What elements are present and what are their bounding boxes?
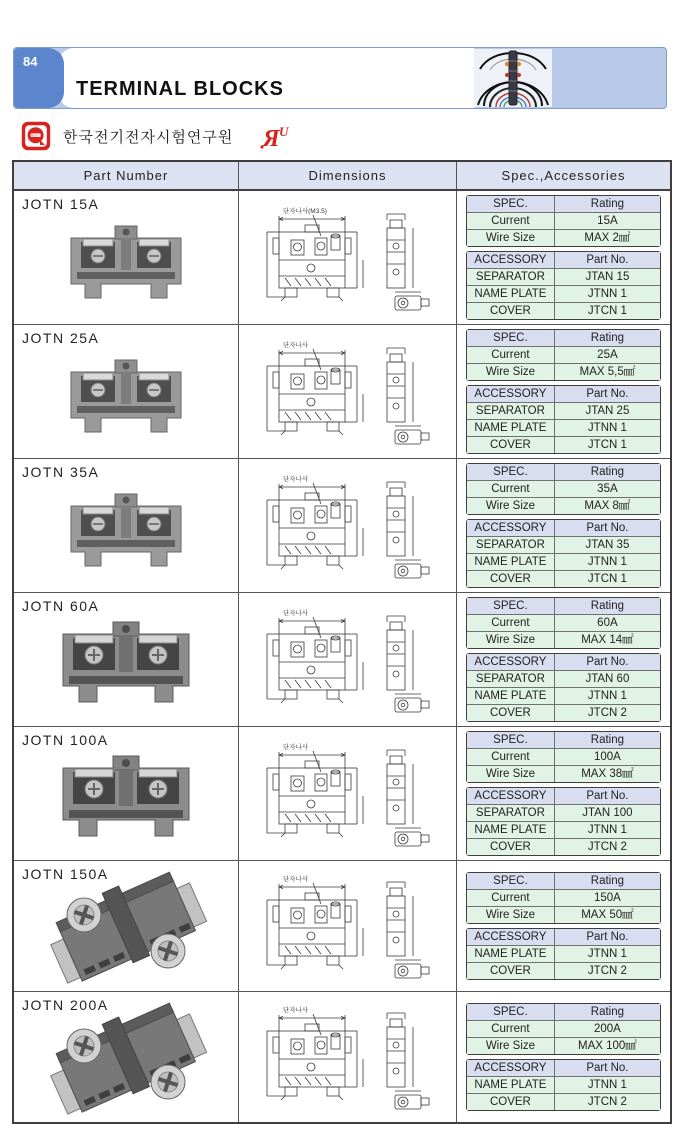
mini-table-data-row bbox=[467, 748, 660, 765]
keti-logo-icon bbox=[21, 121, 51, 151]
mini-table-data-cell: MAX 8㎟ bbox=[554, 498, 660, 514]
mini-table-data-cell: Current bbox=[467, 749, 554, 765]
mini-table-data-row bbox=[467, 553, 660, 570]
part-number-label: JOTN 35A bbox=[22, 464, 100, 480]
mini-table-data-row bbox=[467, 302, 660, 319]
mini-table-data-cell: MAX 38㎟ bbox=[554, 766, 660, 782]
mini-table-data-cell: Current bbox=[467, 213, 554, 229]
dimensions-cell bbox=[238, 861, 456, 991]
mini-table-header-cell: Part No. bbox=[554, 654, 660, 670]
part-number-cell bbox=[14, 593, 238, 726]
mini-table-data-cell: JTCN 1 bbox=[554, 571, 660, 587]
mini-table-data-cell: MAX 50㎟ bbox=[554, 907, 660, 923]
mini-table-header-cell: Part No. bbox=[554, 929, 660, 945]
mini-table-data-row bbox=[467, 631, 660, 648]
mini-table-data-cell: Wire Size bbox=[467, 498, 554, 514]
mini-table-header-cell: SPEC. bbox=[467, 464, 554, 480]
mini-table-data-row bbox=[467, 1037, 660, 1054]
mini-table-header-cell: Part No. bbox=[554, 1060, 660, 1076]
accessory-table bbox=[466, 519, 661, 588]
mini-table-data-cell: JTCN 2 bbox=[554, 1094, 660, 1110]
dimension-drawing bbox=[245, 336, 450, 448]
drawing-annotation: 단자나사 bbox=[283, 743, 309, 751]
accessory-table bbox=[466, 653, 661, 722]
mini-table-data-cell: JTCN 1 bbox=[554, 303, 660, 319]
mini-table-data-cell: 100A bbox=[554, 749, 660, 765]
mini-table-data-row bbox=[467, 480, 660, 497]
spec-accessories-cell bbox=[456, 459, 670, 592]
mini-table-data-cell: 25A bbox=[554, 347, 660, 363]
table-row bbox=[14, 592, 670, 726]
mini-table-data-row bbox=[467, 497, 660, 514]
mini-table-data-cell: JTNN 1 bbox=[554, 286, 660, 302]
dimension-drawing bbox=[245, 470, 450, 582]
certification-lab-name: 한국전기전자시험연구원 bbox=[63, 129, 234, 146]
table-row bbox=[14, 191, 670, 324]
mini-table-data-row bbox=[467, 1020, 660, 1037]
mini-table-header-row bbox=[467, 520, 660, 536]
mini-table-data-row bbox=[467, 838, 660, 855]
part-number-cell bbox=[14, 325, 238, 458]
mini-table-data-cell: MAX 5,5㎟ bbox=[554, 364, 660, 380]
page-title: TERMINAL BLOCKS bbox=[76, 78, 284, 100]
mini-table-header-cell: Rating bbox=[554, 732, 660, 748]
mini-table-data-row bbox=[467, 945, 660, 962]
table-row bbox=[14, 726, 670, 860]
mini-table-header-row bbox=[467, 1004, 660, 1020]
page-number: 84 bbox=[23, 54, 38, 69]
mini-table-header-cell: SPEC. bbox=[467, 1004, 554, 1020]
mini-table-data-row bbox=[467, 363, 660, 380]
mini-table-data-row bbox=[467, 687, 660, 704]
spec-accessories-cell bbox=[456, 861, 670, 991]
mini-table-header-row bbox=[467, 654, 660, 670]
mini-table-header-cell: ACCESSORY bbox=[467, 1060, 554, 1076]
mini-table-data-row bbox=[467, 536, 660, 553]
mini-table-data-row bbox=[467, 670, 660, 687]
table-body bbox=[14, 191, 670, 1122]
mini-table-header-cell: Part No. bbox=[554, 252, 660, 268]
mini-table-data-cell: JTNN 1 bbox=[554, 946, 660, 962]
spec-table bbox=[466, 329, 661, 381]
part-number-cell bbox=[14, 191, 238, 324]
dimension-drawing bbox=[245, 202, 450, 314]
spec-table bbox=[466, 1003, 661, 1055]
spec-accessories-cell bbox=[456, 593, 670, 726]
mini-table-data-cell: JTCN 1 bbox=[554, 437, 660, 453]
drawing-annotation: 단자나사 bbox=[283, 876, 309, 883]
mini-table-data-cell: NAME PLATE bbox=[467, 1077, 554, 1093]
title-area bbox=[58, 48, 474, 108]
mini-table-data-cell: SEPARATOR bbox=[467, 671, 554, 687]
mini-table-header-cell: Rating bbox=[554, 1004, 660, 1020]
mini-table-data-cell: Wire Size bbox=[467, 230, 554, 246]
mini-table-data-cell: COVER bbox=[467, 437, 554, 453]
dimension-drawing bbox=[245, 1001, 450, 1113]
dimensions-cell bbox=[238, 593, 456, 726]
mini-table-data-cell: COVER bbox=[467, 705, 554, 721]
mini-table-header-row bbox=[467, 598, 660, 614]
mini-table-data-row bbox=[467, 570, 660, 587]
mini-table-header-cell: ACCESSORY bbox=[467, 386, 554, 402]
mini-table-data-cell: COVER bbox=[467, 571, 554, 587]
mini-table-header-cell: Part No. bbox=[554, 520, 660, 536]
mini-table-data-row bbox=[467, 765, 660, 782]
svg-text:Я: Я bbox=[263, 126, 280, 152]
mini-table-data-row bbox=[467, 906, 660, 923]
mini-table-data-cell: JTNN 1 bbox=[554, 822, 660, 838]
mini-table-header-row bbox=[467, 732, 660, 748]
mini-table-data-cell: Current bbox=[467, 890, 554, 906]
dimensions-cell bbox=[238, 727, 456, 860]
mini-table-data-cell: JTNN 1 bbox=[554, 688, 660, 704]
drawing-annotation: 단자나사 bbox=[283, 609, 309, 617]
mini-table-data-cell: MAX 100㎟ bbox=[554, 1038, 660, 1054]
mini-table-data-row bbox=[467, 804, 660, 821]
mini-table-data-cell: SEPARATOR bbox=[467, 403, 554, 419]
mini-table-header-cell: Part No. bbox=[554, 386, 660, 402]
mini-table-data-cell: Wire Size bbox=[467, 766, 554, 782]
spec-accessories-cell bbox=[456, 325, 670, 458]
mini-table-header-row bbox=[467, 788, 660, 804]
mini-table-data-row bbox=[467, 704, 660, 721]
mini-table-header-cell: Rating bbox=[554, 330, 660, 346]
mini-table-data-row bbox=[467, 229, 660, 246]
table-header-row bbox=[14, 162, 670, 191]
mini-table-data-row bbox=[467, 614, 660, 631]
column-header-part-number: Part Number bbox=[83, 168, 169, 183]
dimensions-cell bbox=[238, 992, 456, 1122]
mini-table-header-row bbox=[467, 252, 660, 268]
mini-table-data-cell: SEPARATOR bbox=[467, 805, 554, 821]
part-number-label: JOTN 25A bbox=[22, 330, 100, 346]
mini-table-header-cell: Rating bbox=[554, 464, 660, 480]
mini-table-data-row bbox=[467, 821, 660, 838]
part-number-label: JOTN 150A bbox=[22, 866, 109, 882]
mini-table-data-row bbox=[467, 346, 660, 363]
mini-table-header-cell: SPEC. bbox=[467, 196, 554, 212]
ul-recognized-icon bbox=[259, 122, 293, 150]
mini-table-data-row bbox=[467, 436, 660, 453]
part-number-label: JOTN 100A bbox=[22, 732, 109, 748]
mini-table-data-cell: Current bbox=[467, 615, 554, 631]
mini-table-header-row bbox=[467, 330, 660, 346]
mini-table-data-cell: COVER bbox=[467, 963, 554, 979]
mini-table-header-cell: ACCESSORY bbox=[467, 788, 554, 804]
table-row bbox=[14, 991, 670, 1122]
mini-table-data-cell: Wire Size bbox=[467, 364, 554, 380]
mini-table-header-row bbox=[467, 464, 660, 480]
mini-table-header-row bbox=[467, 929, 660, 945]
mini-table-data-cell: Current bbox=[467, 347, 554, 363]
mini-table-header-cell: Part No. bbox=[554, 788, 660, 804]
mini-table-data-row bbox=[467, 962, 660, 979]
mini-table-data-row bbox=[467, 1093, 660, 1110]
page-header-band bbox=[13, 47, 667, 109]
mini-table-data-cell: JTAN 25 bbox=[554, 403, 660, 419]
mini-table-data-cell: Wire Size bbox=[467, 1038, 554, 1054]
mini-table-data-cell: Wire Size bbox=[467, 907, 554, 923]
mini-table-data-cell: JTAN 15 bbox=[554, 269, 660, 285]
mini-table-header-cell: Rating bbox=[554, 598, 660, 614]
part-number-cell bbox=[14, 861, 238, 991]
page-number-badge bbox=[14, 48, 64, 108]
accessory-table bbox=[466, 787, 661, 856]
mini-table-header-cell: Rating bbox=[554, 196, 660, 212]
mini-table-data-cell: COVER bbox=[467, 839, 554, 855]
part-number-cell bbox=[14, 992, 238, 1122]
mini-table-data-cell: JTAN 100 bbox=[554, 805, 660, 821]
mini-table-data-cell: SEPARATOR bbox=[467, 537, 554, 553]
mini-table-header-row bbox=[467, 196, 660, 212]
spec-table bbox=[466, 195, 661, 247]
table-row bbox=[14, 860, 670, 991]
part-number-label: JOTN 200A bbox=[22, 997, 109, 1013]
dimensions-cell bbox=[238, 325, 456, 458]
mini-table-data-cell: JTNN 1 bbox=[554, 420, 660, 436]
accessory-table bbox=[466, 251, 661, 320]
mini-table-header-row bbox=[467, 873, 660, 889]
mini-table-data-cell: JTNN 1 bbox=[554, 554, 660, 570]
mini-table-header-cell: SPEC. bbox=[467, 732, 554, 748]
mini-table-data-cell: NAME PLATE bbox=[467, 822, 554, 838]
mini-table-header-cell: SPEC. bbox=[467, 873, 554, 889]
spec-table bbox=[466, 463, 661, 515]
mini-table-data-cell: 15A bbox=[554, 213, 660, 229]
dimension-drawing bbox=[245, 604, 450, 716]
column-header-dimensions: Dimensions bbox=[238, 162, 456, 189]
mini-table-data-cell: JTCN 2 bbox=[554, 963, 660, 979]
dimensions-cell bbox=[238, 191, 456, 324]
mini-table-data-cell: Wire Size bbox=[467, 632, 554, 648]
mini-table-header-cell: ACCESSORY bbox=[467, 654, 554, 670]
drawing-annotation: 단자나사 bbox=[283, 1007, 309, 1014]
mini-table-data-row bbox=[467, 402, 660, 419]
mini-table-header-cell: SPEC. bbox=[467, 330, 554, 346]
mini-table-data-cell: NAME PLATE bbox=[467, 946, 554, 962]
drawing-annotation: 단자나사 bbox=[283, 475, 309, 483]
spec-table bbox=[466, 731, 661, 783]
part-number-cell bbox=[14, 459, 238, 592]
mini-table-data-cell: COVER bbox=[467, 1094, 554, 1110]
column-header-spec-accessories: Spec.,Accessories bbox=[456, 162, 670, 189]
certification-row bbox=[21, 121, 293, 151]
mini-table-data-cell: JTCN 2 bbox=[554, 839, 660, 855]
mini-table-data-row bbox=[467, 212, 660, 229]
drawing-annotation: 단자나사 bbox=[283, 341, 309, 349]
drawing-annotation: 단자나사(M3.5) bbox=[283, 207, 327, 215]
mini-table-header-row bbox=[467, 386, 660, 402]
mini-table-header-cell: Rating bbox=[554, 873, 660, 889]
mini-table-data-cell: NAME PLATE bbox=[467, 554, 554, 570]
mini-table-data-row bbox=[467, 419, 660, 436]
dimensions-cell bbox=[238, 459, 456, 592]
mini-table-data-cell: NAME PLATE bbox=[467, 420, 554, 436]
mini-table-data-cell: SEPARATOR bbox=[467, 269, 554, 285]
mini-table-header-cell: ACCESSORY bbox=[467, 252, 554, 268]
part-number-label: JOTN 15A bbox=[22, 196, 100, 212]
spec-accessories-cell bbox=[456, 992, 670, 1122]
mini-table-header-row bbox=[467, 1060, 660, 1076]
mini-table-data-cell: COVER bbox=[467, 303, 554, 319]
accessory-table bbox=[466, 385, 661, 454]
mini-table-data-cell: 150A bbox=[554, 890, 660, 906]
mini-table-data-cell: Current bbox=[467, 481, 554, 497]
mini-table-data-cell: JTAN 60 bbox=[554, 671, 660, 687]
accessory-table bbox=[466, 928, 661, 980]
mini-table-data-cell: 35A bbox=[554, 481, 660, 497]
part-number-cell bbox=[14, 727, 238, 860]
mini-table-header-cell: ACCESSORY bbox=[467, 520, 554, 536]
mini-table-data-row bbox=[467, 1076, 660, 1093]
mini-table-header-cell: ACCESSORY bbox=[467, 929, 554, 945]
mini-table-data-row bbox=[467, 285, 660, 302]
spec-accessories-cell bbox=[456, 191, 670, 324]
part-number-label: JOTN 60A bbox=[22, 598, 100, 614]
svg-text:U: U bbox=[279, 124, 289, 139]
mini-table-data-cell: MAX 2㎟ bbox=[554, 230, 660, 246]
mini-table-data-cell: JTNN 1 bbox=[554, 1077, 660, 1093]
mini-table-data-cell: MAX 14㎟ bbox=[554, 632, 660, 648]
mini-table-data-cell: JTAN 35 bbox=[554, 537, 660, 553]
spec-table bbox=[466, 872, 661, 924]
svg-text:KETI: KETI bbox=[31, 133, 39, 138]
mini-table-data-cell: 60A bbox=[554, 615, 660, 631]
table-row bbox=[14, 458, 670, 592]
mini-table-data-row bbox=[467, 268, 660, 285]
mini-table-data-cell: NAME PLATE bbox=[467, 688, 554, 704]
spec-accessories-cell bbox=[456, 727, 670, 860]
table-row bbox=[14, 324, 670, 458]
mini-table-data-row bbox=[467, 889, 660, 906]
accessory-table bbox=[466, 1059, 661, 1111]
dimension-drawing bbox=[245, 870, 450, 982]
mini-table-data-cell: 200A bbox=[554, 1021, 660, 1037]
terminal-field-lines-photo bbox=[474, 49, 552, 107]
mini-table-data-cell: NAME PLATE bbox=[467, 286, 554, 302]
catalog-table bbox=[12, 160, 672, 1124]
mini-table-data-cell: JTCN 2 bbox=[554, 705, 660, 721]
mini-table-header-cell: SPEC. bbox=[467, 598, 554, 614]
spec-table bbox=[466, 597, 661, 649]
mini-table-data-cell: Current bbox=[467, 1021, 554, 1037]
dimension-drawing bbox=[245, 738, 450, 850]
